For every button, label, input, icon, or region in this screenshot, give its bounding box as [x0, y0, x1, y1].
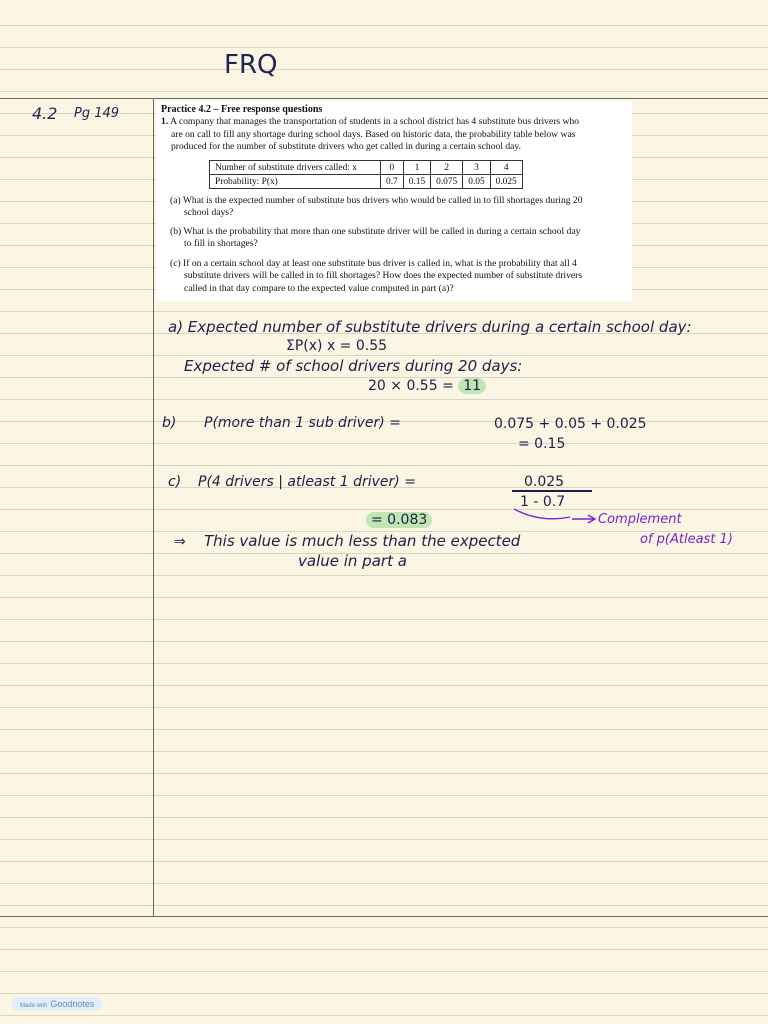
answer-c-value: = 0.083 — [366, 512, 432, 528]
practice-problem-card — [156, 101, 632, 301]
table-cell: 0.025 — [490, 175, 522, 189]
part-b-question — [170, 226, 630, 251]
table-header-x: Number of substitute drivers called: x — [210, 161, 381, 175]
complement-arrow — [510, 505, 600, 527]
answer-c-conclusion-2: value in part a — [298, 552, 407, 570]
answer-a-expression: 20 × 0.55 = — [368, 378, 454, 394]
answer-c-conclusion-1: This value is much less than the expected — [204, 532, 521, 550]
answer-b-sum: 0.075 + 0.05 + 0.025 — [494, 416, 647, 432]
answer-c-label: c) — [168, 474, 182, 490]
part-c-line-1: (c) If on a certain school day at least one substitute bus driver is called in, what is the probability that all 4 — [170, 258, 577, 269]
part-b-line-2: to fill in shortages? — [184, 238, 258, 250]
table-header-p: Probability: P(x) — [210, 175, 381, 189]
practice-title: Practice 4.2 – Free response questions — [161, 104, 323, 115]
part-c-line-3: called in that day compare to the expected value computed in part (a)? — [184, 282, 454, 294]
table-cell: 0.05 — [463, 175, 490, 189]
table-cell: 0.075 — [431, 175, 463, 189]
question-line-2: are on call to fill any shortage during school days. Based on historic data, the probability table below was — [171, 128, 576, 140]
question-number: 1. — [161, 116, 169, 127]
part-b-line-1: (b) What is the probability that more than one substitute driver will be called in during a certain school day — [170, 226, 581, 237]
answer-a-line-4 — [368, 378, 486, 394]
page-reference: Pg 149 — [74, 106, 120, 121]
fraction-bar — [512, 490, 592, 492]
table-row — [210, 175, 523, 189]
part-a-line-1: (a) What is the expected number of substitute bus drivers who would be called in to fill shortages during 20 — [170, 195, 583, 206]
answer-b-label: b) — [162, 415, 177, 431]
part-a-question — [170, 195, 630, 220]
answer-b-expression: P(more than 1 sub driver) = — [204, 415, 401, 431]
implies-arrow: ⇒ — [174, 534, 186, 550]
table-cell: 0.7 — [381, 175, 404, 189]
goodnotes-badge[interactable] — [12, 997, 102, 1011]
answer-a-line-2: ΣP(x) x = 0.55 — [286, 338, 388, 354]
answer-a-line-3: Expected # of school drivers during 20 days: — [184, 357, 523, 375]
answer-c-result — [366, 512, 432, 528]
question-line-1: A company that manages the transportation of students in a school district has 4 substitute bus drivers who — [170, 116, 580, 127]
probability-table — [209, 160, 523, 189]
badge-prefix: Made with — [20, 1003, 48, 1009]
badge-brand: Goodnotes — [50, 999, 95, 1009]
answer-a-line-1: a) Expected number of substitute drivers during a certain school day: — [168, 318, 692, 336]
table-row — [210, 161, 523, 175]
table-cell: 0 — [381, 161, 404, 175]
complement-annotation: Complement — [598, 512, 682, 527]
page-bottom-rule — [0, 916, 768, 917]
page-top-rule — [0, 98, 768, 99]
part-c-line-2: substitute drivers will be called in to fill shortages? How does the expected number of substitute drivers — [184, 270, 583, 282]
section-number: 4.2 — [32, 104, 58, 123]
part-c-question — [170, 258, 630, 295]
answer-c-expression: P(4 drivers | atleast 1 driver) = — [198, 474, 416, 490]
table-cell: 2 — [431, 161, 463, 175]
fraction-denominator: 1 - 0.7 — [520, 494, 566, 510]
question-line-3: produced for the number of substitute drivers who get called in during a certain school day. — [171, 141, 521, 153]
question-1-text — [161, 116, 626, 154]
fraction-numerator: 0.025 — [524, 474, 565, 490]
page-title: FRQ — [224, 50, 278, 80]
table-cell: 4 — [490, 161, 522, 175]
complement-annotation-2: of p(Atleast 1) — [640, 532, 733, 547]
margin-line — [153, 98, 154, 916]
table-cell: 3 — [463, 161, 490, 175]
table-cell: 1 — [403, 161, 430, 175]
answer-b-result: = 0.15 — [518, 436, 566, 452]
part-a-line-2: school days? — [184, 207, 234, 219]
table-cell: 0.15 — [403, 175, 430, 189]
answer-a-result: 11 — [458, 378, 486, 394]
